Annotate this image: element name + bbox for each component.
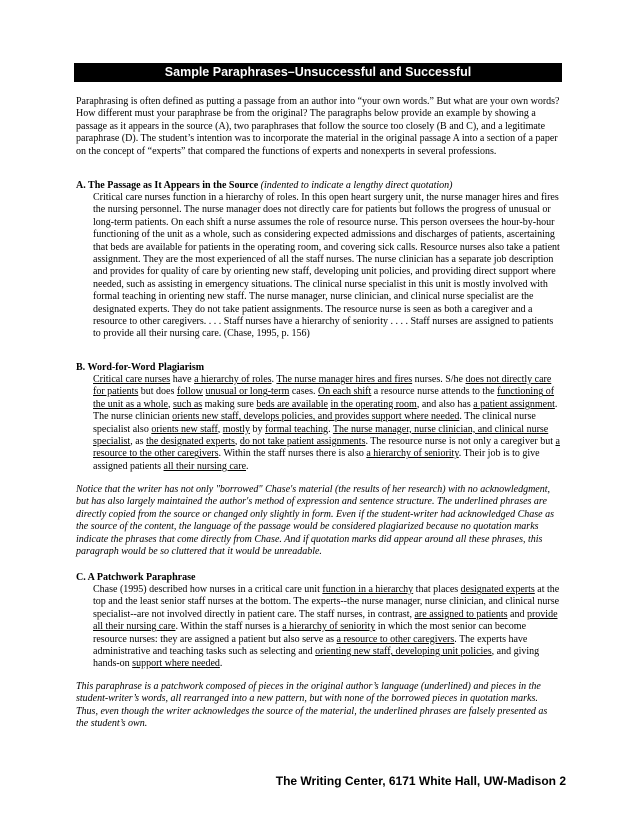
text-run: . Within the staff nurses is [175, 621, 283, 633]
underlined-phrase: orients new staff, develops policies, and provides support where needed [172, 411, 460, 423]
underlined-phrase: do not take patient assignments [239, 436, 366, 448]
underlined-phrase: the designated experts [146, 436, 235, 448]
text-run: . Within the staff nurses there is also [218, 448, 367, 460]
text-run: , [167, 398, 173, 410]
section-c-paragraph [93, 584, 562, 671]
underlined-phrase: support where needed [132, 658, 220, 670]
underlined-phrase: Critical care nurses [93, 374, 171, 385]
underlined-phrase: orients new staff [151, 423, 218, 435]
underlined-phrase: The nurse manager, nurse clinician, and clinical nurse specialist [93, 423, 549, 448]
text-run: at the top and the least senior staff nurses at the bottom. The experts--the nurse manager, nurse clinician, and clinical nurse specialist--are not involved directly in patient care. The staff nurses, in contrast, [93, 584, 560, 620]
underlined-phrase: a hierarchy of roles [194, 374, 272, 385]
underlined-phrase: follow [176, 386, 203, 398]
underlined-phrase: designated experts [460, 584, 535, 595]
text-run: have [170, 374, 195, 385]
text-run: , [217, 423, 223, 435]
text-run: . [219, 658, 223, 670]
page-footer: The Writing Center, 6171 White Hall, UW-Madison 2 [275, 774, 566, 788]
section-a-heading [76, 180, 562, 192]
underlined-phrase: in the operating room [330, 398, 417, 410]
text-run: , as [130, 436, 147, 448]
underlined-phrase: a resource to other caregivers [336, 633, 455, 645]
intro-paragraph: Paraphrasing is often defined as putting a passage from an author into “your own words.” But what are your own words? How different must your paraphrase be from the original? The paragraphs below provide an example by showing a passage as it appears in the source (A), two paraphrases that follow the source too closely (B and C), and a legitimate paraphrase (D). The student’s intention was to incorporate the material in the original passage A into a section of a paper on the concept of “experts” that compared the functions of experts and nonexperts in several professions. [76, 96, 560, 157]
text-run: . [246, 460, 249, 472]
underlined-phrase: The nurse manager hires and fires [276, 374, 413, 385]
text-run: . The clinical nurse specialist also [93, 411, 536, 435]
text-run: nurses. S/he [412, 374, 466, 385]
section-b-paragraph [93, 374, 562, 473]
text-run: by [250, 423, 266, 435]
underlined-phrase: are assigned to patients [414, 608, 508, 620]
underlined-phrase: unusual or long-term [205, 386, 290, 398]
text-run: , and giving hands-on [93, 646, 540, 670]
underlined-phrase: a resource to the other caregivers [93, 436, 560, 460]
section-c-heading: C. A Patchwork Paraphrase [76, 572, 196, 583]
text-run: , and also has [416, 398, 474, 410]
underlined-phrase: a hierarchy of seniority [366, 448, 459, 460]
section-a-heading-text: A. The Passage as It Appears in the Source [76, 180, 259, 191]
underlined-phrase: does not directly care for patients [93, 374, 552, 398]
text-run: . Their job is to give assigned patients [93, 448, 540, 472]
underlined-phrase: provide all their nursing care [93, 608, 558, 633]
text-run: but does [138, 386, 177, 398]
text-run: , [234, 436, 240, 448]
underlined-phrase: mostly [222, 423, 251, 435]
text-run: in which the most senior can become resource nurses: they are assigned a patient but also serve as [93, 621, 527, 645]
text-run: . The resource nurse is not only a caregiver but [365, 436, 556, 448]
section-b-note: Notice that the writer has not only "borrowed" Chase's material (the results of her research) with no acknowledgment, but has also largely maintained the author's method of expression and sentence structure. The underlined phrases are directly copied from the source or changed only slightly in form. Even if the student-writer had acknowledged Chase as the source of the content, the language of the passage would be considered plagiarized because no quotation marks indicate the phrases that come directly from Chase. And if quotation marks did appear around all these phrases, this paragraph would be so cluttered that it would be unreadable. [76, 484, 554, 558]
text-run: . [271, 374, 277, 385]
underlined-phrase: formal teaching [265, 423, 329, 435]
text-run: . [328, 423, 333, 435]
text-run: . The experts have administrative and teaching tasks such as selecting and [93, 633, 528, 658]
text-run: making sure [202, 398, 257, 410]
section-a-quotation: Critical care nurses function in a hierarchy of roles. In this open heart surgery unit, the nurse manager hires and fires the nursing personnel. The nurse manager does not directly care for patients but follows the progress of unusual or long-term patients. On each shift a nurse assumes the role of resource nurse. This person oversees the hour-by-hour functioning of the unit as a whole, such as considering expected admissions and discharges of patients, ascertaining that beds are available for patients in the operating room, and covering sick calls. Resource nurses also take a patient assignment. They are the most experienced of all the staff nurses. The nurse clinician has a separate job description and provides for quality of care by orienting new staff, developing unit policies, and providing direct support where needed, such as assisting in emergency situations. The clinical nurse specialist in this unit is mostly involved with formal teaching in orienting new staff. The nurse manager, nurse clinician, and clinical nurse specialist are the designated experts. They do not take patient assignments. The resource nurse is seen as both a caregiver and a resource to other caregivers. . . . Staff nurses have a hierarchy of seniority . . . . Staff nurses are assigned to patients to provide all their nursing care. (Chase, 1995, p. 156) [93, 192, 560, 340]
underlined-phrase: On each shift [317, 386, 372, 398]
text-run: . The nurse clinician [93, 398, 558, 423]
page-title: Sample Paraphrases–Unsuccessful and Successful [74, 63, 562, 82]
text-run: cases. [289, 386, 318, 398]
underlined-phrase: function in a hierarchy [322, 584, 414, 595]
text-run: a resource nurse attends to the [371, 386, 498, 398]
section-a-heading-note: (indented to indicate a lengthy direct quotation) [260, 180, 453, 191]
underlined-phrase: all their nursing care [163, 460, 247, 472]
section-b-heading: B. Word-for-Word Plagiarism [76, 362, 205, 373]
underlined-phrase: orienting new staff, developing unit policies [315, 646, 492, 658]
underlined-phrase: functioning of the unit as a whole [93, 386, 555, 410]
underlined-phrase: a patient assignment [473, 398, 555, 410]
underlined-phrase: such as [172, 398, 203, 410]
text-run: that places [413, 584, 461, 595]
section-c-note: This paraphrase is a patchwork composed of pieces in the original author’s language (underlined) and pieces in the student-writer’s words, all rearranged into a new pattern, but with none of the borrowed pieces in quotation marks. Thus, even though the writer acknowledges the source of the material, the underlined phrases are falsely presented as the student’s own. [76, 681, 548, 730]
underlined-phrase: a hierarchy of seniority [282, 621, 376, 633]
text-run: Chase (1995) described how nurses in a critical care unit [93, 584, 323, 595]
underlined-phrase: beds are available [256, 398, 328, 410]
text-run: and [507, 608, 527, 620]
